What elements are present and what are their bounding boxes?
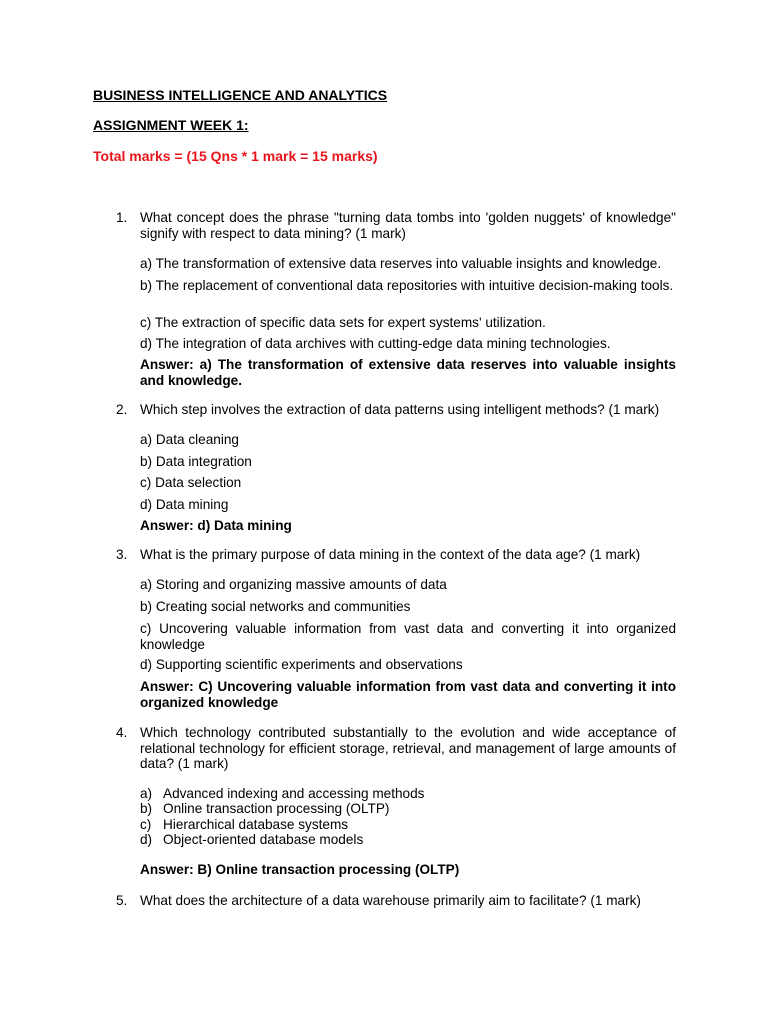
- question-3: [116, 547, 676, 710]
- question-text: What concept does the phrase "turning data tombs into 'golden nuggets' of knowledge" signify with respect to data mining? (1 mark): [140, 210, 676, 241]
- option-letter: d): [140, 832, 153, 847]
- answer: Answer: a) The transformation of extensive data reserves into valuable insights and knowledge.: [140, 357, 676, 388]
- option-c: c) The extraction of specific data sets for expert systems' utilization.: [140, 315, 546, 330]
- option-text: Object-oriented database models: [163, 832, 364, 847]
- option-text: Hierarchical database systems: [163, 817, 349, 832]
- question-number: 1.: [116, 210, 128, 225]
- answer: Answer: B) Online transaction processing (OLTP): [140, 862, 460, 877]
- option-letter: c): [140, 817, 152, 832]
- option-d: d) Supporting scientific experiments and observations: [140, 657, 463, 672]
- question-4: [116, 725, 676, 877]
- option-c: [140, 817, 676, 833]
- option-d: d) The integration of data archives with cutting-edge data mining technologies.: [140, 336, 611, 351]
- option-c: c) Data selection: [140, 475, 242, 490]
- option-b: b) Data integration: [140, 454, 252, 469]
- question-text: What is the primary purpose of data mining in the context of the data age? (1 mark): [140, 547, 641, 562]
- question-number: 4.: [116, 725, 128, 740]
- option-letter: a): [140, 786, 153, 801]
- document-title: BUSINESS INTELLIGENCE AND ANALYTICS: [93, 87, 388, 103]
- option-b: b) Creating social networks and communities: [140, 599, 411, 614]
- option-a: [140, 786, 676, 802]
- option-letter: b): [140, 801, 153, 816]
- question-text: Which technology contributed substantially to the evolution and wide acceptance of relational technology for efficient storage, retrieval, and management of large amounts of data? (1 mark): [140, 725, 676, 771]
- option-a: a) Data cleaning: [140, 432, 239, 447]
- option-c: c) Uncovering valuable information from vast data and converting it into organized knowledge: [140, 621, 676, 652]
- question-text: What does the architecture of a data warehouse primarily aim to facilitate? (1 mark): [140, 893, 641, 908]
- option-b: b) The replacement of conventional data repositories with intuitive decision-making tools.: [140, 278, 674, 293]
- total-marks-line: Total marks = (15 Qns * 1 mark = 15 marks): [93, 148, 378, 164]
- assignment-heading: ASSIGNMENT WEEK 1:: [93, 117, 249, 133]
- option-d: [140, 832, 676, 848]
- question-5: [116, 893, 676, 909]
- option-a: a) Storing and organizing massive amounts of data: [140, 577, 447, 592]
- option-text: Advanced indexing and accessing methods: [163, 786, 425, 801]
- option-b: [140, 801, 676, 817]
- question-number: 5.: [116, 893, 128, 908]
- question-2: [116, 402, 676, 533]
- option-d: d) Data mining: [140, 497, 229, 512]
- answer: Answer: d) Data mining: [140, 518, 292, 533]
- question-text: Which step involves the extraction of data patterns using intelligent methods? (1 mark): [140, 402, 660, 417]
- option-a: a) The transformation of extensive data reserves into valuable insights and knowledge.: [140, 256, 662, 271]
- question-1: [116, 210, 676, 388]
- option-text: Online transaction processing (OLTP): [163, 801, 390, 816]
- question-number: 2.: [116, 402, 128, 417]
- answer: Answer: C) Uncovering valuable information from vast data and converting it into organized knowledge: [140, 679, 676, 710]
- question-number: 3.: [116, 547, 128, 562]
